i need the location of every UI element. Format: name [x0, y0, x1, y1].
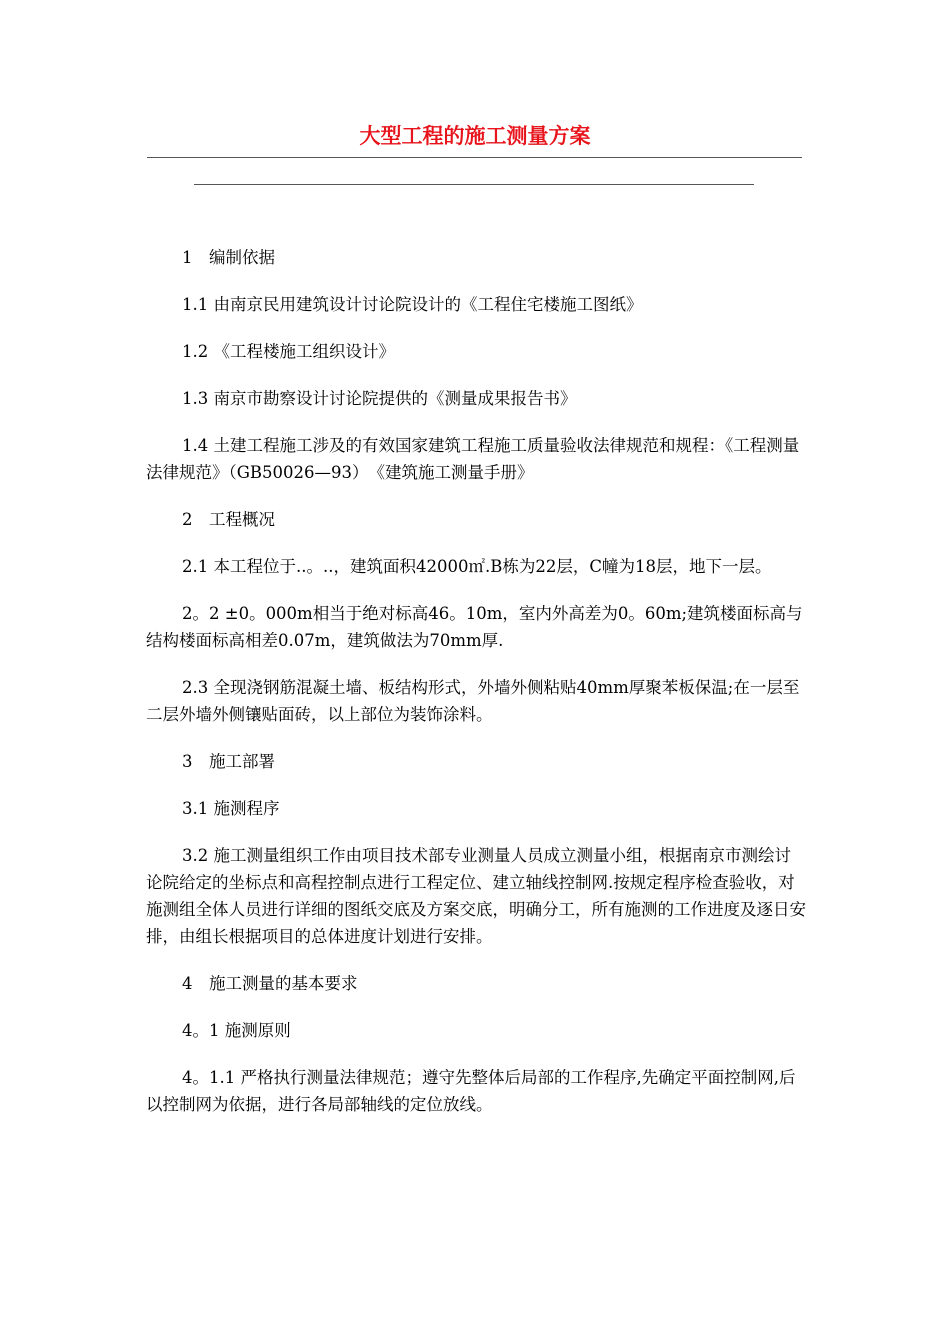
heading-1: 1 编制依据: [182, 248, 275, 267]
paragraph-1-1: 1.1 由南京民用建筑设计讨论院设计的《工程住宅楼施工图纸》: [182, 295, 643, 314]
paragraph-3-1: 3.1 施测程序: [182, 799, 280, 818]
heading-4: 4 施工测量的基本要求: [182, 974, 358, 993]
paragraph-4-1: 4。1 施测原则: [182, 1021, 291, 1040]
heading-2: 2 工程概况: [182, 510, 275, 529]
paragraph-2-1: 2.1 本工程位于..。..，建筑面积42000㎡.B栋为22层，C幢为18层，地下一层。: [182, 557, 772, 576]
paragraph-2-3: 2.3 全现浇钢筋混凝土墙、板结构形式，外墙外侧粘贴40mm厚聚苯板保温;在一层至二层外墙外侧镶贴面砖，以上部位为装饰涂料。: [146, 678, 800, 724]
paragraph-3-2: 3.2 施工测量组织工作由项目技术部专业测量人员成立测量小组，根据南京市测绘讨论院给定的坐标点和高程控制点进行工程定位、建立轴线控制网.按规定程序检查验收，对施测组全体人员进行详细的图纸交底及方案交底，明确分工，所有施测的工作进度及逐日安排，由组长根据项目的总体进度计划进行安排。: [146, 846, 806, 946]
paragraph-1-3: 1.3 南京市勘察设计讨论院提供的《测量成果报告书》: [182, 389, 577, 408]
document-title: 大型工程的施工测量方案: [359, 124, 591, 148]
paragraph-1-2: 1.2 《工程楼施工组织设计》: [182, 342, 395, 361]
document-body: [146, 244, 806, 1138]
title-divider-lower: [194, 184, 754, 185]
paragraph-2-2: 2。2 ±0。000m相当于绝对标高46。10m，室内外高差为0。60m;建筑楼面标高与结构楼面标高相差0.07m，建筑做法为70mm厚.: [146, 604, 803, 650]
paragraph-4-1-1: 4。1.1 严格执行测量法律规范；遵守先整体后局部的工作程序,先确定平面控制网,后以控制网为依据，进行各局部轴线的定位放线。: [146, 1068, 796, 1114]
paragraph-1-4: 1.4 土建工程施工涉及的有效国家建筑工程施工质量验收法律规范和规程：《工程测量法律规范》（GB50026—93） 《建筑施工测量手册》: [146, 436, 800, 482]
heading-3: 3 施工部署: [182, 752, 275, 771]
title-divider-upper: [147, 157, 802, 158]
